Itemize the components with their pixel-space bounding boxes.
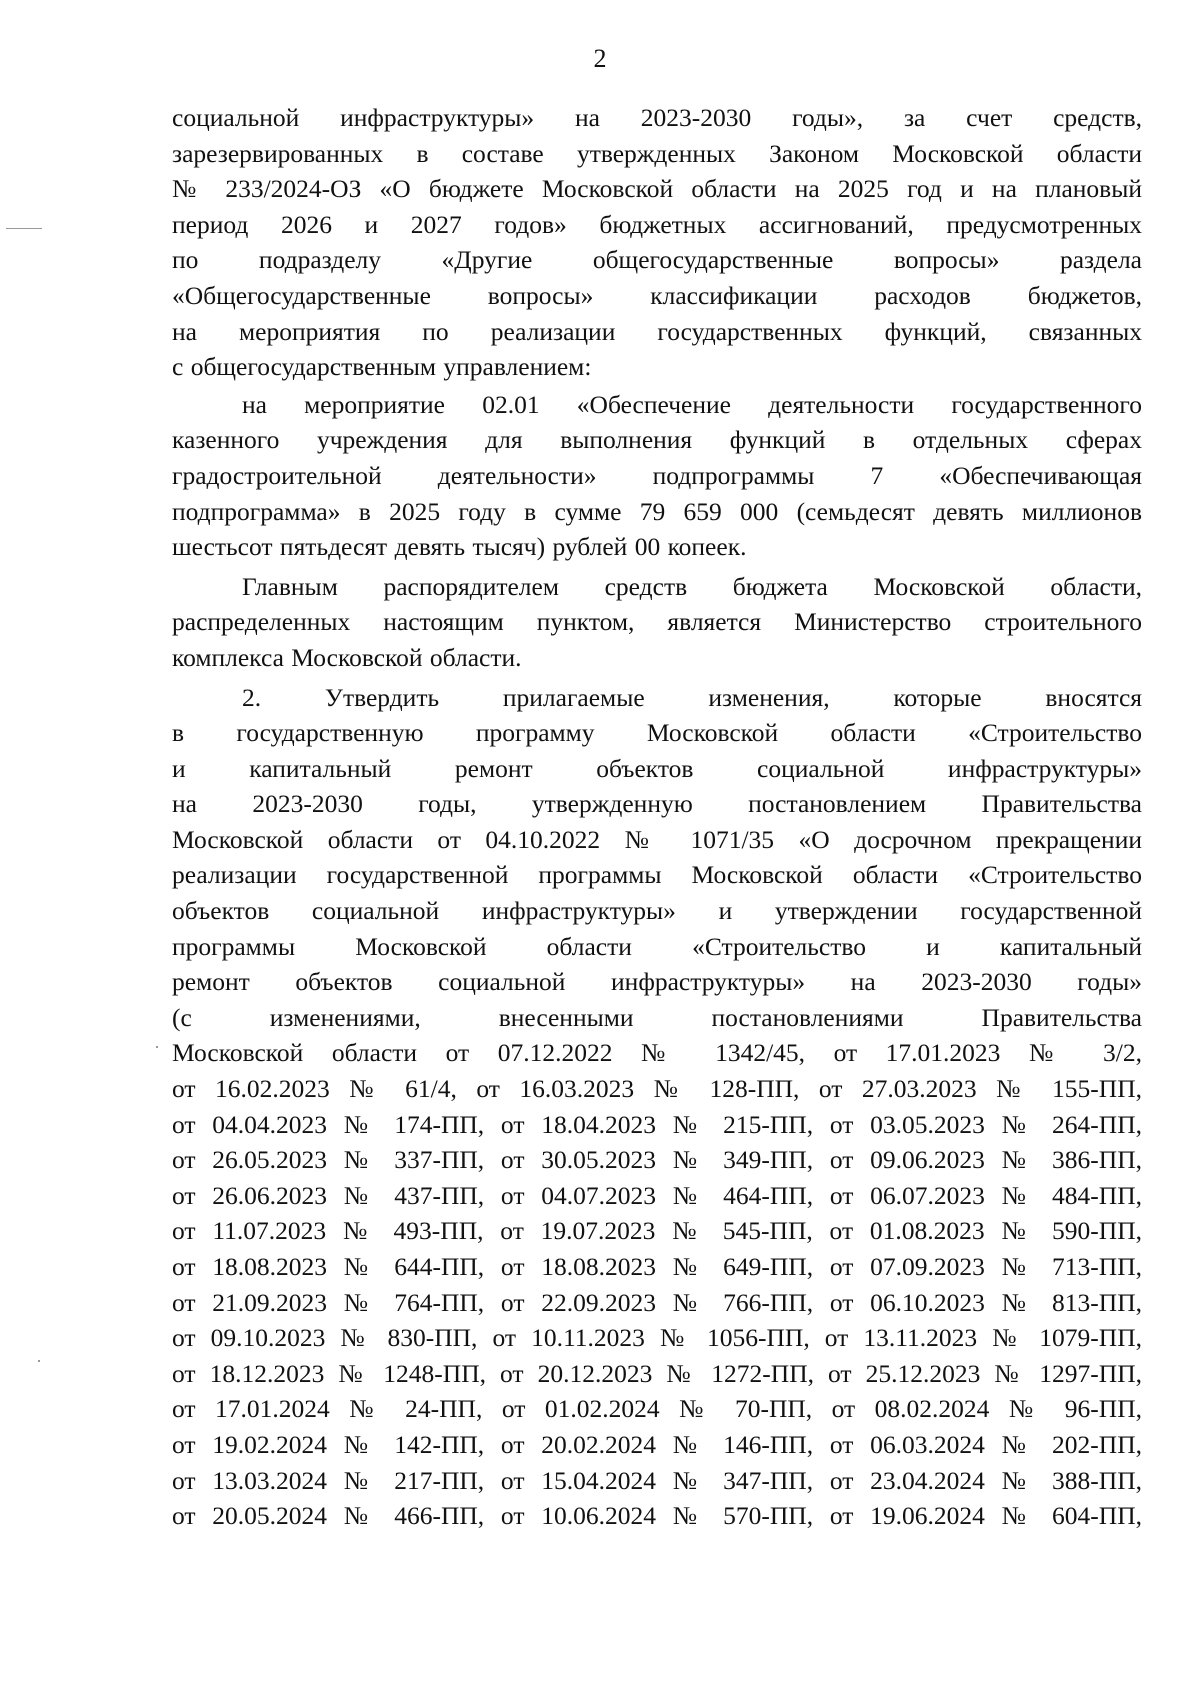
text-line: от 16.02.2023 № 61/4, от 16.03.2023 № 128-ПП, от 27.03.2023 № 155-ПП, bbox=[172, 1074, 1142, 1104]
text-line: Главным распорядителем средств бюджета Московской области, bbox=[242, 571, 1142, 601]
text-line: Московской области от 04.10.2022 № 1071/35 «О досрочном прекращении bbox=[172, 824, 1142, 854]
scan-mark bbox=[38, 1360, 40, 1362]
text-line: период 2026 и 2027 годов» бюджетных ассигнований, предусмотренных bbox=[172, 209, 1142, 239]
text-line: (с изменениями, внесенными постановлениями Правительства bbox=[172, 1002, 1142, 1032]
text-line: комплекса Московской области. bbox=[172, 642, 522, 672]
text-line: от 11.07.2023 № 493-ПП, от 19.07.2023 № 545-ПП, от 01.08.2023 № 590-ПП, bbox=[172, 1216, 1142, 1246]
text-line: шестьсот пятьдесят девять тысяч) рублей 00 копеек. bbox=[172, 532, 747, 562]
text-line: от 26.05.2023 № 337-ПП, от 30.05.2023 № 349-ПП, от 09.06.2023 № 386-ПП, bbox=[172, 1145, 1142, 1175]
text-line: подпрограмма» в 2025 году в сумме 79 659 000 (семьдесят девять миллионов bbox=[172, 496, 1142, 526]
paragraph-budget-allocation bbox=[172, 100, 1142, 385]
text-line: от 09.10.2023 № 830-ПП, от 10.11.2023 № 1056-ПП, от 13.11.2023 № 1079-ПП, bbox=[172, 1323, 1142, 1353]
text-line: зарезервированных в составе утвержденных Законом Московской области bbox=[172, 138, 1142, 168]
text-line: реализации государственной программы Московской области «Строительство bbox=[172, 860, 1142, 890]
text-line: от 13.03.2024 № 217-ПП, от 15.04.2024 № 347-ПП, от 23.04.2024 № 388-ПП, bbox=[172, 1465, 1142, 1495]
text-line: в государственную программу Московской области «Строительство bbox=[172, 718, 1142, 748]
text-line: «Общегосударственные вопросы» классификации расходов бюджетов, bbox=[172, 280, 1142, 310]
paragraph-measure bbox=[172, 387, 1142, 565]
text-line: от 18.08.2023 № 644-ПП, от 18.08.2023 № 649-ПП, от 07.09.2023 № 713-ПП, bbox=[172, 1252, 1142, 1281]
text-line: и капитальный ремонт объектов социальной инфраструктуры» bbox=[172, 753, 1142, 783]
text-line: объектов социальной инфраструктуры» и утверждении государственной bbox=[172, 896, 1142, 926]
text-line: по подразделу «Другие общегосударственные вопросы» раздела bbox=[172, 245, 1142, 275]
text-line: ремонт объектов социальной инфраструктуры» на 2023-2030 годы» bbox=[172, 967, 1142, 997]
text-line: от 21.09.2023 № 764-ПП, от 22.09.2023 № 766-ПП, от 06.10.2023 № 813-ПП, bbox=[172, 1287, 1142, 1317]
text-line: 2. Утвердить прилагаемые изменения, которые вносятся bbox=[242, 682, 1142, 712]
text-line: программы Московской области «Строительство и капитальный bbox=[172, 931, 1142, 961]
text-line: с общегосударственным управлением: bbox=[172, 352, 592, 382]
scan-mark bbox=[6, 228, 42, 229]
paragraph-item-2 bbox=[172, 680, 1142, 1534]
page-number: 2 bbox=[593, 44, 607, 73]
text-line: от 20.05.2024 № 466-ПП, от 10.06.2024 № 570-ПП, от 19.06.2024 № 604-ПП, bbox=[172, 1501, 1142, 1531]
text-line: распределенных настоящим пунктом, является Министерство строительного bbox=[172, 607, 1142, 637]
text-line: от 17.01.2024 № 24-ПП, от 01.02.2024 № 70-ПП, от 08.02.2024 № 96-ПП, bbox=[172, 1394, 1142, 1424]
text-line: на 2023-2030 годы, утвержденную постановлением Правительства bbox=[172, 789, 1142, 819]
text-line: казенного учреждения для выполнения функций в отдельных сферах bbox=[172, 425, 1142, 455]
text-line: от 19.02.2024 № 142-ПП, от 20.02.2024 № 146-ПП, от 06.03.2024 № 202-ПП, bbox=[172, 1429, 1142, 1459]
text-line: № 233/2024-ОЗ «О бюджете Московской области на 2025 год и на плановый bbox=[172, 174, 1142, 204]
paragraph-main-manager bbox=[172, 569, 1142, 676]
text-line: от 26.06.2023 № 437-ПП, от 04.07.2023 № 464-ПП, от 06.07.2023 № 484-ПП, bbox=[172, 1180, 1142, 1210]
text-line: от 04.04.2023 № 174-ПП, от 18.04.2023 № 215-ПП, от 03.05.2023 № 264-ПП, bbox=[172, 1109, 1142, 1139]
document-body bbox=[172, 100, 1142, 1534]
text-line: Московской области от 07.12.2022 № 1342/45, от 17.01.2023 № 3/2, bbox=[172, 1038, 1142, 1068]
text-line: градостроительной деятельности» подпрограммы 7 «Обеспечивающая bbox=[172, 460, 1142, 490]
scan-mark bbox=[156, 1046, 158, 1048]
text-line: от 18.12.2023 № 1248-ПП, от 20.12.2023 № 1272-ПП, от 25.12.2023 № 1297-ПП, bbox=[172, 1358, 1142, 1388]
text-line: социальной инфраструктуры» на 2023-2030 годы», за счет средств, bbox=[172, 103, 1142, 132]
text-line: на мероприятия по реализации государственных функций, связанных bbox=[172, 316, 1142, 346]
text-line: на мероприятие 02.01 «Обеспечение деятельности государственного bbox=[242, 389, 1142, 419]
